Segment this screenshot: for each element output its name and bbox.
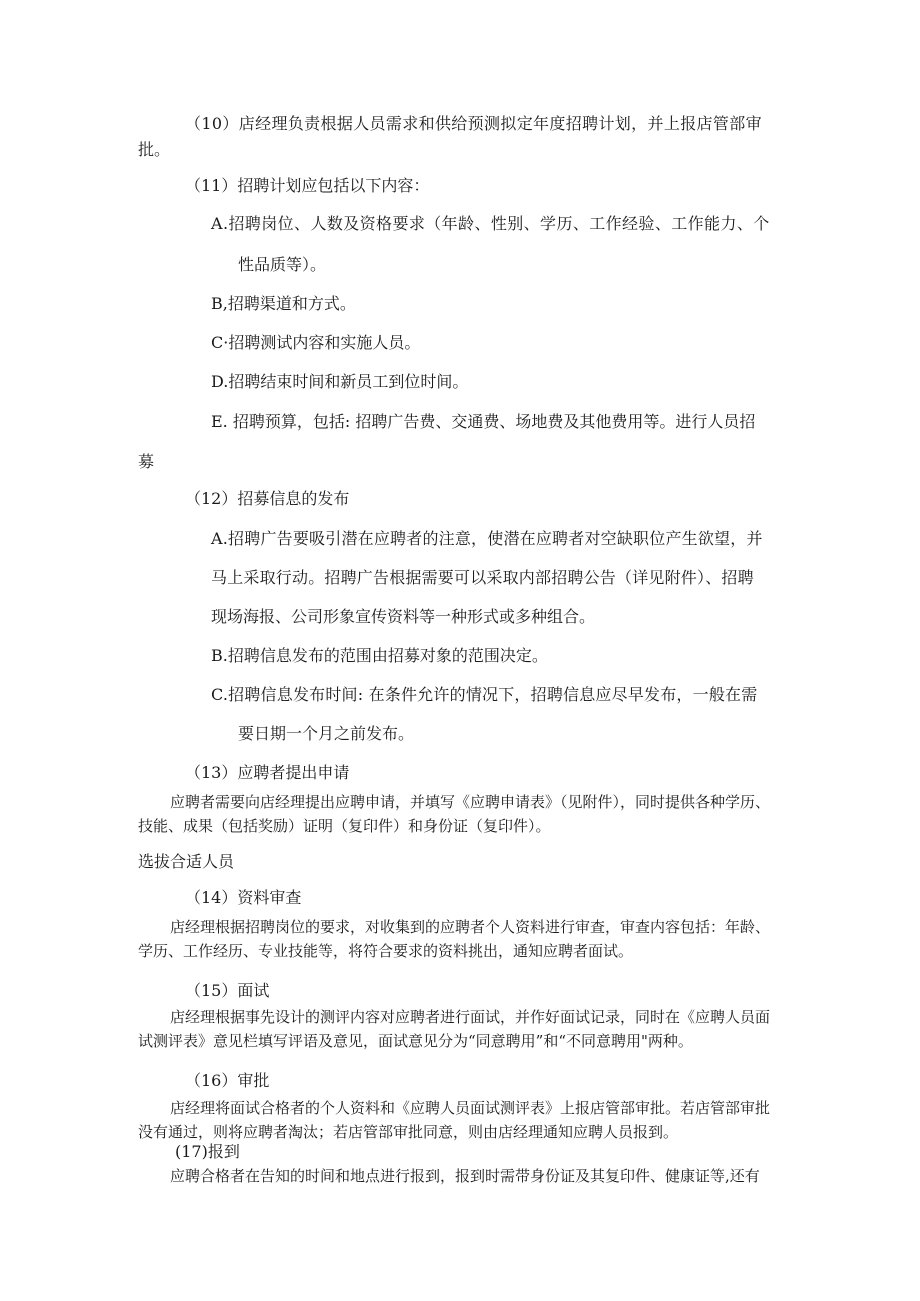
s11-item-b: B,招聘渠道和方式。 xyxy=(211,294,356,313)
s11-item-d: D.招聘结束时间和新员工到位时间。 xyxy=(211,372,469,391)
s11-item-e-line1: E. 招聘预算，包括: 招聘广告费、交通费、场地费及其他费用等。进行人员招 xyxy=(211,412,756,431)
s11-heading: （11）招聘计划应包括以下内容： xyxy=(185,176,430,195)
s15-para-line1: 店经理根据事先设计的测评内容对应聘者进行面试，并作好面试记录，同时在《应聘人员面 xyxy=(170,1008,771,1026)
s11-item-c: C·招聘测试内容和实施人员。 xyxy=(211,333,421,352)
s16-para-line1: 店经理将面试合格者的个人资料和《应聘人员面试测评表》上报店管部审批。若店管部审批 xyxy=(170,1099,771,1117)
s13-heading: （13）应聘者提出申请 xyxy=(185,763,350,782)
s12-item-a-line1: A.招聘广告要吸引潜在应聘者的注意，使潜在应聘者对空缺职位产生欲望，并 xyxy=(211,529,763,548)
s12-item-a-line2: 马上采取行动。招聘广告根据需要可以采取内部招聘公告（详见附件）、招聘 xyxy=(211,568,754,587)
s14-para-line2: 学历、工作经历、专业技能等，将符合要求的资料挑出，通知应聘者面试。 xyxy=(138,942,634,960)
s13-para-line1: 应聘者需要向店经理提出应聘申请，并填写《应聘申请表》（见附件），同时提供各种学历、 xyxy=(170,793,771,811)
s16-para-line2: 没有通过，则将应聘者淘汰；若店管部审批同意，则由店经理通知应聘人员报到。 xyxy=(138,1123,679,1141)
s12-item-a-line3: 现场海报、公司形象宣传资料等一种形式或多种组合。 xyxy=(211,607,596,626)
s12-heading: （12）招募信息的发布 xyxy=(185,489,350,508)
s17-para-line1: 应聘合格者在告知的时间和地点进行报到，报到时需带身份证及其复印件、健康证等,还有 xyxy=(170,1167,760,1185)
s14-para-line1: 店经理根据招聘岗位的要求，对收集到的应聘者个人资料进行审查，审查内容包括：年龄、 xyxy=(170,918,771,936)
s15-para-line2: 试测评表》意见栏填写评语及意见，面试意见分为“同意聘用”和“不同意聘用"两种。 xyxy=(138,1032,693,1050)
s10-line2: 批。 xyxy=(138,140,171,159)
section-title: 选拔合适人员 xyxy=(138,852,235,871)
s17-heading: (17)报到 xyxy=(175,1142,240,1161)
s11-item-a-line1: A.招聘岗位、人数及资格要求（年龄、性别、学历、工作经验、工作能力、个 xyxy=(211,214,770,233)
s11-item-a-line2: 性品质等）。 xyxy=(238,255,327,274)
s16-heading: （16）审批 xyxy=(185,1071,270,1090)
s12-item-c-line1: C.招聘信息发布时间: 在条件允许的情况下，招聘信息应尽早发布，一般在需 xyxy=(211,685,758,704)
s15-heading: （15）面试 xyxy=(185,981,270,1000)
s10-line1: （10）店经理负责根据人员需求和供给预测拟定年度招聘计划，并上报店管部审 xyxy=(185,114,762,133)
s12-item-b: B.招聘信息发布的范围由招募对象的范围决定。 xyxy=(211,646,548,665)
s11-item-e-line2: 募 xyxy=(138,452,155,471)
s13-para-line2: 技能、成果（包括奖励）证明（复印件）和身份证（复印件）。 xyxy=(138,817,551,835)
s12-item-c-line2: 要日期一个月之前发布。 xyxy=(238,724,415,743)
s14-heading: （14）资料审查 xyxy=(185,888,302,907)
